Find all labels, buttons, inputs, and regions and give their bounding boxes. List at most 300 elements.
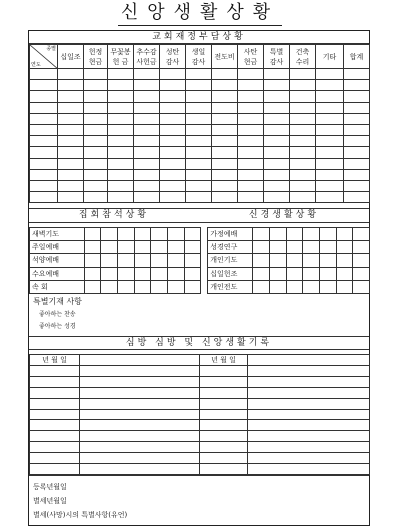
finance-cell[interactable] [212,69,238,80]
record-cell[interactable] [80,376,200,387]
check-cell[interactable] [353,267,370,280]
record-cell[interactable] [248,453,370,464]
finance-cell[interactable] [84,136,108,147]
check-cell[interactable] [253,254,270,267]
finance-cell[interactable] [290,192,316,203]
check-cell[interactable] [151,254,168,267]
finance-cell[interactable] [344,180,370,191]
finance-cell[interactable] [212,113,238,124]
record-cell[interactable] [80,431,200,442]
finance-cell[interactable] [30,169,58,180]
check-cell[interactable] [134,254,151,267]
finance-cell[interactable] [58,147,84,158]
finance-cell[interactable] [186,80,212,91]
check-cell[interactable] [353,280,370,293]
finance-cell[interactable] [58,102,84,113]
check-cell[interactable] [336,280,353,293]
finance-cell[interactable] [344,80,370,91]
faith-label: 개인전도 [208,280,253,293]
finance-cell[interactable] [344,91,370,102]
finance-cell[interactable] [84,124,108,135]
finance-cell[interactable] [264,80,290,91]
record-cell[interactable] [248,398,370,409]
finance-cell[interactable] [290,91,316,102]
finance-cell[interactable] [316,113,344,124]
finance-cell[interactable] [290,180,316,191]
record-cell[interactable] [30,442,80,453]
record-cell[interactable] [80,387,200,398]
records-row [30,420,370,431]
attendance-rule [29,222,369,223]
finance-col-header [290,45,316,69]
finance-cell[interactable] [108,69,134,80]
check-cell[interactable] [84,280,101,293]
check-cell[interactable] [101,280,118,293]
finance-cell[interactable] [108,169,134,180]
finance-cell[interactable] [108,102,134,113]
finance-cell[interactable] [238,80,264,91]
finance-cell[interactable] [316,147,344,158]
finance-cell[interactable] [30,136,58,147]
check-cell[interactable] [286,267,303,280]
finance-cell[interactable] [316,136,344,147]
finance-cell[interactable] [30,124,58,135]
finance-cell[interactable] [290,136,316,147]
finance-cell[interactable] [344,147,370,158]
finance-col-label: 전도비 [214,52,235,61]
finance-cell[interactable] [30,102,58,113]
check-cell[interactable] [336,241,353,254]
finance-cell[interactable] [264,91,290,102]
check-cell[interactable] [320,267,337,280]
check-cell[interactable] [84,241,101,254]
check-cell[interactable] [101,228,118,241]
record-cell[interactable] [30,420,80,431]
finance-cell[interactable] [186,124,212,135]
finance-col-label: 합계 [349,52,364,61]
record-cell[interactable] [30,366,80,377]
records-section-title: 심방 심방 및 신앙생활기록 [29,337,369,350]
favorite-scripture-label: 좋아하는 성경 [39,323,76,330]
finance-cell[interactable] [344,69,370,80]
check-cell[interactable] [184,267,201,280]
finance-cell[interactable] [316,180,344,191]
finance-cell[interactable] [186,136,212,147]
check-cell[interactable] [286,241,303,254]
check-cell[interactable] [303,228,320,241]
finance-cell[interactable] [134,113,160,124]
finance-cell[interactable] [160,169,186,180]
finance-cell[interactable] [238,169,264,180]
finance-cell[interactable] [84,80,108,91]
record-cell[interactable] [80,464,200,475]
check-cell[interactable] [151,267,168,280]
finance-cell[interactable] [264,102,290,113]
finance-cell[interactable] [186,69,212,80]
check-cell[interactable] [134,228,151,241]
finance-cell[interactable] [290,158,316,169]
finance-cell[interactable] [84,113,108,124]
finance-cell[interactable] [186,102,212,113]
finance-cell[interactable] [212,102,238,113]
finance-cell[interactable] [264,113,290,124]
finance-cell[interactable] [238,124,264,135]
record-cell[interactable] [80,355,200,366]
finance-cell[interactable] [212,158,238,169]
record-cell[interactable] [248,355,370,366]
finance-cell[interactable] [84,169,108,180]
finance-cell[interactable] [212,192,238,203]
finance-cell[interactable] [84,69,108,80]
record-cell[interactable] [30,464,80,475]
finance-cell[interactable] [264,136,290,147]
finance-cell[interactable] [58,158,84,169]
finance-col-sublabel: 감사 [269,57,284,66]
finance-cell[interactable] [84,147,108,158]
faith-label: 십일헌조 [208,267,253,280]
finance-cell[interactable] [108,80,134,91]
record-cell[interactable] [248,464,370,475]
finance-cell[interactable] [160,147,186,158]
finance-cell[interactable] [160,180,186,191]
death-notes-label: 별세(사망)시의 특별사항(유언) [33,511,128,519]
finance-cell[interactable] [212,91,238,102]
finance-cell[interactable] [134,192,160,203]
check-cell[interactable] [184,280,201,293]
check-cell[interactable] [320,254,337,267]
record-cell[interactable] [200,376,248,387]
finance-cell[interactable] [344,113,370,124]
check-cell[interactable] [270,254,287,267]
finance-cell[interactable] [186,169,212,180]
finance-cell[interactable] [316,192,344,203]
record-cell[interactable] [248,431,370,442]
finance-cell[interactable] [134,124,160,135]
page-title: 신앙생활상황 [120,2,280,23]
finance-cell[interactable] [344,136,370,147]
finance-cell[interactable] [58,113,84,124]
finance-cell[interactable] [290,69,316,80]
check-cell[interactable] [303,267,320,280]
record-cell[interactable] [248,366,370,377]
finance-col-label: 사탄 [243,47,258,56]
record-cell[interactable] [248,409,370,420]
check-cell[interactable] [134,241,151,254]
finance-cell[interactable] [30,91,58,102]
check-cell[interactable] [84,228,101,241]
check-cell[interactable] [353,228,370,241]
check-cell[interactable] [286,254,303,267]
finance-cell[interactable] [212,136,238,147]
finance-cell[interactable] [316,158,344,169]
finance-cell[interactable] [58,80,84,91]
finance-cell[interactable] [238,192,264,203]
check-cell[interactable] [167,267,184,280]
finance-cell[interactable] [264,69,290,80]
finance-cell[interactable] [186,147,212,158]
finance-cell[interactable] [58,124,84,135]
check-cell[interactable] [117,267,134,280]
record-cell[interactable] [200,387,248,398]
finance-cell[interactable] [108,136,134,147]
finance-cell[interactable] [30,180,58,191]
finance-cell[interactable] [84,102,108,113]
record-cell[interactable] [200,464,248,475]
check-cell[interactable] [134,280,151,293]
finance-cell[interactable] [58,91,84,102]
record-cell[interactable] [248,376,370,387]
check-cell[interactable] [353,254,370,267]
record-cell[interactable] [80,453,200,464]
check-cell[interactable] [117,241,134,254]
check-cell[interactable] [253,241,270,254]
finance-cell[interactable] [186,113,212,124]
check-cell[interactable] [320,280,337,293]
faith-label: 성경연구 [208,241,253,254]
check-cell[interactable] [320,241,337,254]
finance-cell[interactable] [30,158,58,169]
check-cell[interactable] [336,228,353,241]
finance-cell[interactable] [238,102,264,113]
finance-col-header [58,45,84,69]
finance-cell[interactable] [212,147,238,158]
finance-cell[interactable] [84,180,108,191]
finance-cell[interactable] [316,91,344,102]
finance-cell[interactable] [30,147,58,158]
finance-cell[interactable] [238,147,264,158]
finance-cell[interactable] [30,192,58,203]
check-cell[interactable] [151,228,168,241]
finance-cell[interactable] [84,192,108,203]
faith-section-title: 신경생활상황 [248,210,320,220]
finance-cell[interactable] [134,180,160,191]
finance-cell[interactable] [212,80,238,91]
finance-cell[interactable] [108,91,134,102]
check-cell[interactable] [286,280,303,293]
check-cell[interactable] [336,267,353,280]
check-cell[interactable] [270,241,287,254]
attendance-label: 주일예배 [30,241,85,254]
finance-cell[interactable] [316,169,344,180]
finance-cell[interactable] [134,147,160,158]
records-row [30,387,370,398]
finance-cell[interactable] [58,192,84,203]
finance-cell[interactable] [160,102,186,113]
check-cell[interactable] [286,228,303,241]
finance-cell[interactable] [160,158,186,169]
finance-cell[interactable] [186,158,212,169]
finance-cell[interactable] [58,180,84,191]
finance-cell[interactable] [108,158,134,169]
check-cell[interactable] [253,267,270,280]
finance-cell[interactable] [108,147,134,158]
finance-cell[interactable] [290,102,316,113]
finance-cell[interactable] [134,158,160,169]
finance-cell[interactable] [238,136,264,147]
finance-row [30,80,370,91]
record-cell[interactable] [248,387,370,398]
finance-cell[interactable] [58,169,84,180]
finance-cell[interactable] [238,113,264,124]
records-row [30,442,370,453]
check-cell[interactable] [253,280,270,293]
attendance-label: 석양예배 [30,254,85,267]
check-cell[interactable] [117,280,134,293]
finance-cell[interactable] [108,124,134,135]
finance-cell[interactable] [186,91,212,102]
check-cell[interactable] [303,280,320,293]
finance-col-label: 특별 [269,47,284,56]
finance-cell[interactable] [212,124,238,135]
finance-cell[interactable] [212,169,238,180]
record-cell[interactable] [30,376,80,387]
finance-cell[interactable] [160,124,186,135]
check-cell[interactable] [101,267,118,280]
finance-cell[interactable] [84,91,108,102]
title-underline [118,25,282,26]
finance-cell[interactable] [160,113,186,124]
finance-cell[interactable] [160,91,186,102]
records-row [30,398,370,409]
finance-cell[interactable] [238,158,264,169]
record-cell[interactable] [30,409,80,420]
finance-cell[interactable] [30,113,58,124]
record-cell[interactable] [200,420,248,431]
record-cell[interactable] [248,420,370,431]
finance-cell[interactable] [186,192,212,203]
check-cell[interactable] [117,254,134,267]
finance-cell[interactable] [108,180,134,191]
finance-cell[interactable] [108,113,134,124]
finance-cell[interactable] [344,169,370,180]
record-cell[interactable] [80,366,200,377]
finance-cell[interactable] [134,102,160,113]
finance-cell[interactable] [264,158,290,169]
check-cell[interactable] [303,241,320,254]
finance-cell[interactable] [264,192,290,203]
finance-cell[interactable] [160,69,186,80]
check-cell[interactable] [167,228,184,241]
check-cell[interactable] [151,280,168,293]
record-cell[interactable] [248,442,370,453]
finance-cell[interactable] [316,69,344,80]
finance-cell[interactable] [212,180,238,191]
finance-cell[interactable] [290,147,316,158]
check-cell[interactable] [270,228,287,241]
record-cell[interactable] [80,409,200,420]
finance-cell[interactable] [316,102,344,113]
finance-row [30,192,370,203]
record-cell[interactable] [200,453,248,464]
finance-cell[interactable] [186,180,212,191]
finance-cell[interactable] [134,169,160,180]
check-cell[interactable] [184,254,201,267]
check-cell[interactable] [253,228,270,241]
finance-row [30,158,370,169]
record-cell[interactable] [200,442,248,453]
finance-cell[interactable] [58,136,84,147]
finance-cell[interactable] [238,180,264,191]
finance-cell[interactable] [264,169,290,180]
check-cell[interactable] [117,228,134,241]
finance-cell[interactable] [108,192,134,203]
check-cell[interactable] [167,280,184,293]
records-table [29,354,370,475]
check-cell[interactable] [303,254,320,267]
check-cell[interactable] [167,254,184,267]
finance-cell[interactable] [344,102,370,113]
finance-cell[interactable] [238,91,264,102]
finance-cell[interactable] [160,192,186,203]
finance-cell[interactable] [264,147,290,158]
finance-cell[interactable] [290,80,316,91]
check-cell[interactable] [167,241,184,254]
finance-cell[interactable] [160,136,186,147]
finance-cell[interactable] [290,169,316,180]
finance-cell[interactable] [290,113,316,124]
finance-cell[interactable] [58,69,84,80]
finance-cell[interactable] [344,124,370,135]
finance-cell[interactable] [316,124,344,135]
finance-cell[interactable] [316,80,344,91]
check-cell[interactable] [184,228,201,241]
check-cell[interactable] [151,241,168,254]
check-cell[interactable] [184,241,201,254]
attendance-label: 수요예배 [30,267,85,280]
finance-cell[interactable] [30,80,58,91]
check-cell[interactable] [101,241,118,254]
record-cell[interactable] [80,420,200,431]
check-cell[interactable] [84,267,101,280]
record-cell[interactable] [30,398,80,409]
diag-bottom-label: 연도 [31,62,41,68]
finance-cell[interactable] [30,69,58,80]
finance-cell[interactable] [344,192,370,203]
check-cell[interactable] [270,267,287,280]
finance-cell[interactable] [134,91,160,102]
check-cell[interactable] [336,254,353,267]
finance-cell[interactable] [134,69,160,80]
finance-col-sublabel: 수리 [295,57,310,66]
finance-cell[interactable] [134,80,160,91]
record-cell[interactable] [30,453,80,464]
check-cell[interactable] [270,280,287,293]
finance-cell[interactable] [264,180,290,191]
check-cell[interactable] [134,267,151,280]
finance-col-sublabel: 현금 [243,57,258,66]
record-cell[interactable] [80,398,200,409]
finance-cell[interactable] [134,136,160,147]
record-cell[interactable] [30,387,80,398]
record-cell[interactable] [200,398,248,409]
check-cell[interactable] [101,254,118,267]
finance-cell[interactable] [84,158,108,169]
record-cell[interactable] [200,409,248,420]
check-cell[interactable] [320,228,337,241]
record-cell[interactable] [200,431,248,442]
finance-cell[interactable] [290,124,316,135]
check-cell[interactable] [353,241,370,254]
finance-cell[interactable] [344,158,370,169]
record-cell[interactable] [30,431,80,442]
finance-cell[interactable] [238,69,264,80]
column-gap [201,267,208,280]
finance-cell[interactable] [264,124,290,135]
check-cell[interactable] [84,254,101,267]
record-cell[interactable] [80,442,200,453]
record-cell[interactable] [200,366,248,377]
finance-cell[interactable] [160,80,186,91]
